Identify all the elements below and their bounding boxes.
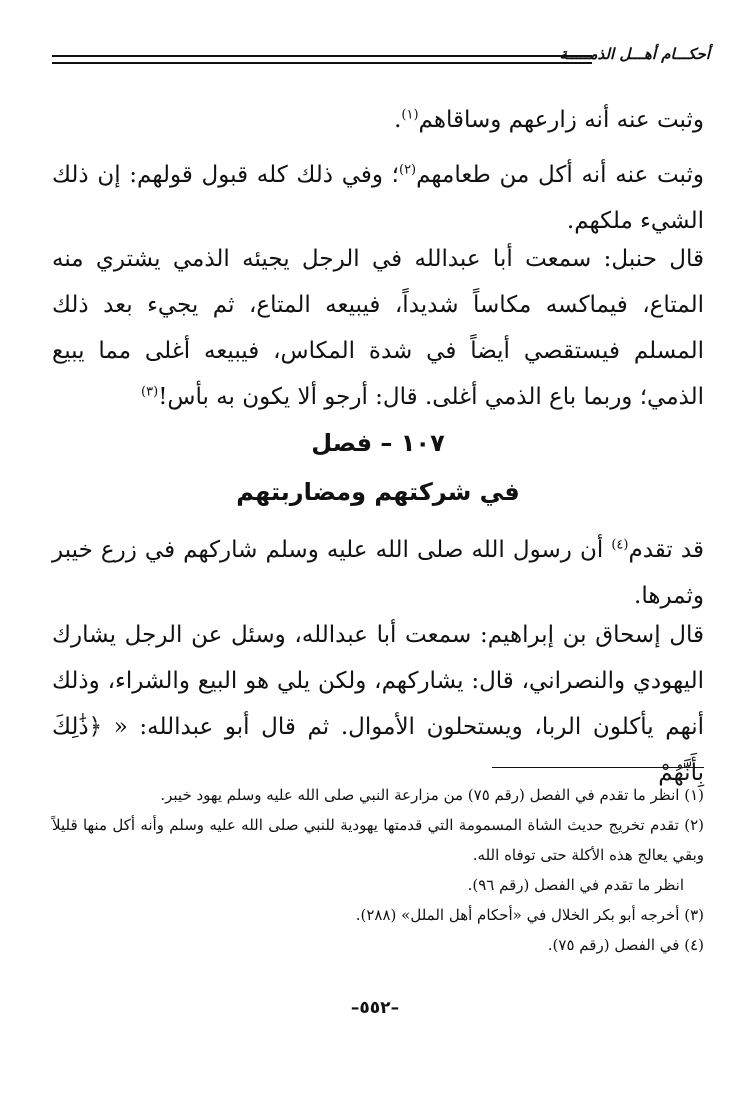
footnote-4: (٤) في الفصل (رقم ٧٥).	[547, 936, 704, 954]
paragraph-5	[52, 612, 704, 796]
footnote-2: (٢) تقدم تخريج حديث الشاة المسمومة التي قدمتها يهودية للنبي صلى الله عليه وسلم وأنه أكل منها قليلاً وبقي يعالج هذه الأكلة حتى توفاه الله.	[52, 816, 704, 864]
footnote-ref-1[interactable]: (١)	[401, 107, 419, 123]
footnote-2-continuation: انظر ما تقدم في الفصل (رقم ٩٦).	[467, 876, 684, 894]
footnote-ref-2[interactable]: (٢)	[398, 162, 417, 178]
section-title: في شركتهم ومضاربتهم	[236, 478, 520, 506]
paragraph-4	[52, 527, 704, 619]
paragraph-1-text: وثبت عنه أنه زارعهم وساقاهم	[418, 107, 704, 133]
paragraph-4-text-a: قد تقدم	[628, 537, 704, 563]
paragraph-2-text-b: ؛ وفي ذلك كله قبول قولهم: إن ذلك الشيء ملكهم.	[52, 162, 704, 234]
paragraph-4-text-b: أن رسول الله صلى الله عليه وسلم شاركهم في زرع خيبر وثمرها.	[52, 537, 704, 609]
footnote-separator	[492, 767, 704, 768]
paragraph-2-text-a: وثبت عنه أنه أكل من طعامهم	[416, 162, 704, 188]
section-number: ١٠٧ – فصل	[311, 429, 445, 457]
running-title: أحكـــام أهـــل الذمـــــة	[559, 45, 710, 63]
footnote-3: (٣) أخرجه أبو بكر الخلال في «أحكام أهل الملل» (٢٨٨).	[355, 906, 704, 924]
paragraph-5-text: قال إسحاق بن إبراهيم: سمعت أبا عبدالله، وسئل عن الرجل يشارك اليهودي والنصراني، قال: يشاركهم، ولكن يلي هو البيع والشراء، وذلك أنهم يأكلون الربا، ويستحلون الأموال. ثم قال أبو عبدالله: « ﴿ذَٰلِكَ بِأَنَّهُمْ	[52, 622, 704, 786]
header-double-rule	[52, 55, 592, 64]
paragraph-1-end: .	[394, 107, 402, 133]
footnote-ref-4[interactable]: (٤)	[611, 537, 629, 553]
paragraph-3	[52, 236, 704, 420]
footnotes	[52, 780, 704, 960]
footnote-ref-3[interactable]: (٣)	[141, 384, 159, 400]
footnote-1: (١) انظر ما تقدم في الفصل (رقم ٧٥) من مزارعة النبي صلى الله عليه وسلم يهود خيبر.	[160, 786, 704, 804]
paragraph-1	[52, 97, 704, 143]
paragraph-2	[52, 152, 704, 244]
running-header	[52, 44, 710, 70]
paragraph-3-text: قال حنبل: سمعت أبا عبدالله في الرجل يجيئه الذمي يشتري منه المتاع، فيماكسه مكاساً شديداً، فيبيعه المتاع، ثم يجيء بعد ذلك المسلم فيستقصي أيضاً في شدة المكاس، فيبيعه أغلى مما يبيع الذمي؛ وربما باع الذمي أغلى. قال: أرجو ألا يكون به بأس!	[52, 246, 704, 410]
page-number: –٥٥٢–	[350, 998, 400, 1018]
